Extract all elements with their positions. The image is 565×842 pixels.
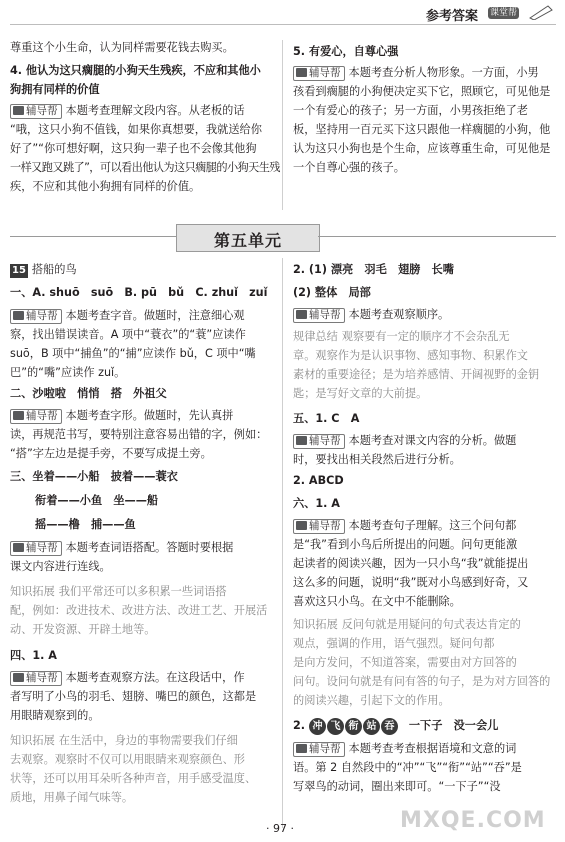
tutor-tag xyxy=(293,434,345,449)
tutor-tag xyxy=(10,104,62,119)
tutor-tag xyxy=(10,541,62,556)
text-line: 孩看到瘸腿的小狗便决定买下它，照顾它，可见他是 xyxy=(293,85,551,98)
text-line: 察，找出错误读音。A 项中“蓑衣”的“蓑”应读作 xyxy=(10,328,246,341)
tutor-tag-label: 辅导帮 xyxy=(309,435,341,447)
lesson-heading xyxy=(10,260,282,279)
knowledge-line: 问句。设问句就是有问有答的句子，是为对方回答的 xyxy=(293,675,551,688)
column-divider-bottom xyxy=(282,258,283,828)
text-line: “哦，这只小狗不值钱，如果你真想要，我就送给你 xyxy=(10,123,262,136)
tip-line xyxy=(10,406,282,425)
top-left-block xyxy=(10,38,282,196)
tutor-icon xyxy=(13,673,24,682)
tutor-tag xyxy=(10,409,62,424)
pencil-icon xyxy=(528,4,554,20)
knowledge-text: 我们平常还可以多积累一些词语搭 xyxy=(58,585,227,598)
text-line: 疾，不应和其他小狗拥有同样的价值。 xyxy=(10,180,201,193)
answer-q4-line1: 4. 他认为这只瘸腿的小狗天生残疾，不应和其他小 xyxy=(10,64,261,77)
answer-b1: 2. (1) 漂亮 羽毛 翅膀 长嘴 xyxy=(293,263,454,276)
knowledge-line: 去观察。观察时不仅可以用眼睛来观察颜色、形 xyxy=(10,753,245,766)
rule-line xyxy=(293,327,559,346)
knowledge-line: 质地，用鼻子闻气味等。 xyxy=(10,791,134,804)
knowledge-label: 知识拓展 xyxy=(10,585,55,598)
knowledge-line: 是向方发问，不知道答案，需要由对方回答的 xyxy=(293,656,517,669)
rule-line: 章。观察作为是认识事物、感知事物、积累作文 xyxy=(293,349,528,362)
header-badge: 课堂帮 xyxy=(490,8,518,18)
knowledge-line: 状等，还可以用耳朵听各种声音，用手感受温度、 xyxy=(10,772,257,785)
knowledge-line xyxy=(10,731,282,750)
tutor-tag-label: 辅导帮 xyxy=(26,310,58,322)
tutor-icon xyxy=(296,744,307,753)
knowledge-line: 动、开发资源、开辟土地等。 xyxy=(10,623,156,636)
answer-b6 xyxy=(293,716,559,735)
top-right-block xyxy=(293,38,559,177)
text-line: 喜欢这只小鸟。在文中不能删除。 xyxy=(293,595,461,608)
tutor-icon xyxy=(13,106,24,115)
tutor-tag-label: 辅导帮 xyxy=(26,542,58,554)
knowledge-text: 反问句就是用疑问的句式表达肯定的 xyxy=(341,618,521,631)
circled-char: 衔 xyxy=(345,718,362,735)
knowledge-label: 知识拓展 xyxy=(293,618,338,631)
tutor-icon xyxy=(13,411,24,420)
tutor-icon xyxy=(296,68,307,77)
tip-text: 本题考查考查根据语境和文意的词 xyxy=(348,742,517,755)
tutor-tag-label: 辅导帮 xyxy=(309,520,341,532)
unit-banner-rule xyxy=(318,236,556,237)
answer-3-line1: 三、坐着——小船 披着——蓑衣 xyxy=(10,470,178,483)
page-number: · 97 · xyxy=(266,822,294,835)
answer-q5: 5. 有爱心，自尊心强 xyxy=(293,45,399,58)
tutor-tag-label: 辅导帮 xyxy=(26,410,58,422)
answer-b4: 2. ABCD xyxy=(293,474,344,487)
answer-3-line3: 摇——橹 捕——鱼 xyxy=(35,518,136,531)
text-line: “搭”字左边是提手旁，不要写成提土旁。 xyxy=(10,447,212,460)
tutor-tag xyxy=(293,66,345,81)
circled-char: 吞 xyxy=(381,718,398,735)
tip-text: 本题考查观察顺序。 xyxy=(348,308,450,321)
answer-2: 二、沙啦啦 悄悄 搭 外祖父 xyxy=(10,387,167,400)
tutor-tag-label: 辅导帮 xyxy=(309,67,341,79)
header-title: 参考答案 xyxy=(426,9,479,24)
circled-char: 冲 xyxy=(309,718,326,735)
unit-title: 第五单元 xyxy=(213,231,282,250)
tutor-tag xyxy=(293,519,345,534)
tip-line xyxy=(10,306,282,325)
header-rule xyxy=(10,24,556,25)
circled-char: 站 xyxy=(363,718,380,735)
knowledge-line: 配，例如：改进技术、改进方法、改进工艺、开展活 xyxy=(10,604,268,617)
text-line: 尊重这个小生命，认为同样需要花钱去购买。 xyxy=(10,41,234,54)
answer-b3: 五、1. C A xyxy=(293,412,360,425)
text-line: suō，B 项中“捕鱼”的“捕”应读作 bǔ，C 项中“嘴 xyxy=(10,347,256,360)
rule-text: 观察要有一定的顺序才不会杂乱无 xyxy=(341,330,510,343)
knowledge-text: 在生活中，身边的事物需要我们仔细 xyxy=(58,734,238,747)
lesson-number: 15 xyxy=(12,265,26,276)
tutor-tag xyxy=(10,309,62,324)
answer-b5: 六、1. A xyxy=(293,497,340,510)
tip-line xyxy=(10,101,282,120)
text-line: 一样又跑又跳了”，可以看出他认为这只瘸腿的小狗天生残 xyxy=(10,161,280,174)
tip-line xyxy=(293,516,559,535)
answer-b6-suffix: 一下子 没一会儿 xyxy=(408,719,499,732)
left-column xyxy=(10,260,282,807)
answer-b2: (2) 整体 局部 xyxy=(293,286,371,299)
text-line: 用眼睛观察到的。 xyxy=(10,709,100,722)
text-line: 时，要找出相关段然后进行分析。 xyxy=(293,453,461,466)
tip-text: 本题考查观察方法。在这段话中，作 xyxy=(65,671,245,684)
answer-q4-line2: 狗拥有同样的价值 xyxy=(10,83,100,96)
right-column xyxy=(293,260,559,796)
column-divider-top xyxy=(282,40,283,210)
tutor-icon xyxy=(13,543,24,552)
watermark: MXQE.COM xyxy=(400,808,546,833)
text-line: 课文内容进行连线。 xyxy=(10,560,111,573)
tip-line xyxy=(10,668,282,687)
tip-text: 本题考查词语搭配。答题时要根据 xyxy=(65,541,234,554)
tutor-tag-label: 辅导帮 xyxy=(309,309,341,321)
text-line: 板，坚持用一百元买下这只跟他一样瘸腿的小狗，他 xyxy=(293,123,551,136)
knowledge-line: 的阅读兴趣，引起下文的作用。 xyxy=(293,694,450,707)
header xyxy=(418,2,558,24)
answer-b6-prefix: 2. xyxy=(293,719,306,732)
tutor-icon xyxy=(296,521,307,530)
rule-label: 规律总结 xyxy=(293,330,338,343)
text-line: 写翠鸟的动词，圈出来即可。“一下子”“没 xyxy=(293,780,501,793)
answer-4: 四、1. A xyxy=(10,649,57,662)
text-line: 读，再规范书写，要特别注意容易出错的字，例如： xyxy=(10,428,268,441)
tip-line xyxy=(293,63,559,82)
answer-3-line2: 衔着——小鱼 坐——船 xyxy=(35,494,159,507)
tip-line xyxy=(10,538,282,557)
answer-1: 一、A. shuō suō B. pū bǔ C. zhuǐ zuǐ xyxy=(10,286,268,299)
tutor-tag-label: 辅导帮 xyxy=(26,672,58,684)
text-line: 语。第 2 自然段中的“冲”“飞”“衔”“站”“吞”是 xyxy=(293,761,522,774)
tip-line xyxy=(293,431,559,450)
text-line: 者写明了小鸟的羽毛、翅膀、嘴巴的颜色，这都是 xyxy=(10,690,257,703)
tip-text: 本题考查字形。做题时，先认真拼 xyxy=(65,409,234,422)
lesson-title: 搭船的鸟 xyxy=(31,263,77,276)
rule-line: 素材的重要途径；是为培养感情、开阔视野的金钥 xyxy=(293,368,540,381)
tutor-tag-label: 辅导帮 xyxy=(309,743,341,755)
text-line: 起读者的阅读兴趣，因为一只小鸟“我”就能提出 xyxy=(293,557,529,570)
text-line: 认为这只小狗也是个生命，应该尊重生命，可见他是 xyxy=(293,142,551,155)
text-line: 这么多的问题，说明“我”既对小鸟感到好奇，又 xyxy=(293,576,529,589)
tutor-icon xyxy=(13,311,24,320)
tutor-tag-label: 辅导帮 xyxy=(26,105,58,117)
knowledge-line xyxy=(10,582,282,601)
text-line: 巴”的“嘴”应读作 zuǐ。 xyxy=(10,366,126,379)
unit-banner xyxy=(176,224,320,252)
tutor-tag xyxy=(10,671,62,686)
unit-banner-rule xyxy=(10,236,176,237)
knowledge-line: 观点，强调的作用，语气强烈。疑问句都 xyxy=(293,637,495,650)
text-line: 一个自尊心强的孩子。 xyxy=(293,161,405,174)
circled-char: 飞 xyxy=(327,718,344,735)
tip-text: 本题考查分析人物形象。一方面，小男 xyxy=(348,66,539,79)
tip-text: 本题考查字音。做题时，注意细心观 xyxy=(65,309,245,322)
tutor-icon xyxy=(296,310,307,319)
rule-line: 匙；是写好文章的大前提。 xyxy=(293,387,428,400)
tutor-tag xyxy=(293,308,345,323)
tutor-tag xyxy=(293,742,345,757)
tip-text: 本题考查对课文内容的分析。做题 xyxy=(348,434,517,447)
text-line: 是“我”看到小鸟后所提出的问题。问句更能激 xyxy=(293,538,518,551)
knowledge-line xyxy=(293,615,559,634)
tip-line xyxy=(293,305,559,324)
tip-text: 本题考查句子理解。这三个问句都 xyxy=(348,519,517,532)
knowledge-label: 知识拓展 xyxy=(10,734,55,747)
tip-text: 本题考查理解文段内容。从老板的话 xyxy=(65,104,245,117)
tip-line xyxy=(293,739,559,758)
tutor-icon xyxy=(296,436,307,445)
text-line: 一个有爱心的孩子；另一方面，小男孩拒绝了老 xyxy=(293,104,528,117)
text-line: 好了”“你可想好啊，这只狗一辈子也不会像其他狗 xyxy=(10,142,257,155)
